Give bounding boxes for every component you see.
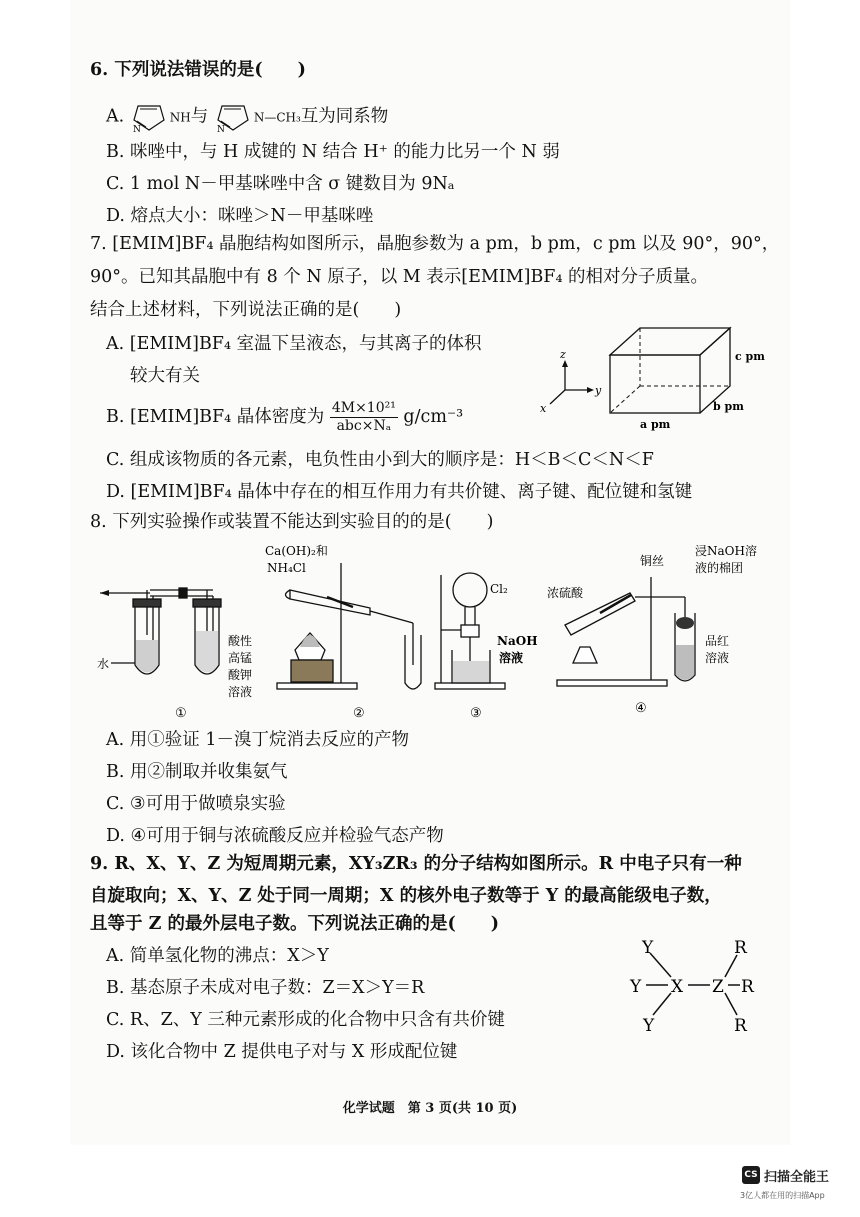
atom-x: X <box>671 977 684 997</box>
q7-option-b <box>106 400 463 435</box>
apparatus-3-number: ③ <box>470 706 482 721</box>
atom-y-left: Y <box>630 977 642 997</box>
q9-option-c: C. R、Z、Y 三种元素形成的化合物中只含有共价键 <box>106 1010 505 1030</box>
apparatus-1-number: ① <box>175 706 187 721</box>
pinred-liquid <box>676 645 694 680</box>
q7-stem-line3: 结合上述材料，下列说法正确的是( ) <box>90 300 402 320</box>
ring-n-label: N <box>216 125 225 134</box>
naoh-label-2: 溶液 <box>499 651 524 665</box>
n-methylimidazole-structure <box>214 100 254 134</box>
atom-z: Z <box>712 977 724 997</box>
kmno4-label-1: 酸性 <box>228 634 253 648</box>
c-pm-label: c pm <box>735 350 765 363</box>
cu-label: 铜丝 <box>640 554 665 568</box>
q7-option-a-line2: 较大有关 <box>130 366 200 386</box>
q7-b-prefix: B. [EMIM]BF₄ 晶体密度为 <box>106 407 325 427</box>
ring-n-label: N <box>132 125 141 134</box>
q6-option-c: C. 1 mol N－甲基咪唑中含 σ 键数目为 9Nₐ <box>106 174 455 194</box>
q7-option-d: D. [EMIM]BF₄ 晶体中存在的相互作用力有共价键、离子键、配位键和氢键 <box>106 482 693 502</box>
density-fraction <box>330 400 398 435</box>
a-pm-label: a pm <box>640 418 671 431</box>
reagent-label-2: NH₄Cl <box>267 561 306 575</box>
q7-option-c: C. 组成该物质的各元素，电负性由小到大的顺序是：H＜B＜C＜N＜F <box>106 450 654 470</box>
axis-y-label: y <box>595 384 602 397</box>
q7-stem-line1: 7. [EMIM]BF₄ 晶胞结构如图所示，晶胞参数为 a pm，b pm，c pm 以及 90°，90°， <box>90 234 780 254</box>
q8-stem: 8. 下列实验操作或装置不能达到实验目的的是( ) <box>90 512 494 532</box>
naoh-label-1: NaOH <box>497 634 538 648</box>
atom-r-top: R <box>734 938 747 958</box>
b-pm-label: b pm <box>713 400 744 413</box>
q7-stem-line2: 90°。已知其晶胞中有 8 个 N 原子，以 M 表示[EMIM]BF₄ 的相对分子质量。 <box>90 267 709 287</box>
q8-option-d: D. ④可用于铜与浓硫酸反应并检验气态产物 <box>106 826 444 846</box>
camscanner-logo: CS <box>742 1166 760 1184</box>
q9-stem-line1: 9. R、X、Y、Z 为短周期元素，XY₃ZR₃ 的分子结构如图所示。R 中电子只有一种 <box>90 854 742 874</box>
apparatus-2-number: ② <box>353 706 365 721</box>
molecule-structure <box>628 935 763 1035</box>
q6-mol2-label: N—CH₃ <box>253 110 301 125</box>
q6-a-mid: 与 <box>190 106 209 127</box>
imidazole-structure <box>130 100 170 134</box>
fraction-denominator: abc×Nₐ <box>336 418 392 434</box>
q6-stem: 6. 下列说法错误的是( ) <box>90 60 306 80</box>
water-label: 水 <box>97 657 110 671</box>
pinred-label-2: 溶液 <box>705 651 730 665</box>
cotton-label-2: 液的棉团 <box>695 561 744 575</box>
atom-r-bottom: R <box>734 1016 747 1035</box>
q8-option-c: C. ③可用于做喷泉实验 <box>106 794 286 814</box>
q6-mol1-label: NH <box>169 110 191 125</box>
apparatus-figure <box>95 535 775 725</box>
reagent-label-1: Ca(OH)₂和 <box>265 544 328 558</box>
fraction-numerator: 4M×10²¹ <box>331 400 396 416</box>
water-liquid <box>136 640 158 673</box>
q8-option-b: B. 用②制取并收集氨气 <box>106 762 288 782</box>
q7-option-a-line1: A. [EMIM]BF₄ 室温下呈液态，与其离子的体积 <box>106 334 482 354</box>
q7-b-unit: g/cm⁻³ <box>403 407 464 427</box>
apparatus-2 <box>277 563 421 689</box>
pinred-label-1: 品红 <box>705 634 730 648</box>
q6-option-b: B. 咪唑中，与 H 成键的 N 结合 H⁺ 的能力比另一个 N 弱 <box>106 142 560 162</box>
unit-cell-figure <box>535 320 775 435</box>
box-solid-edges <box>610 328 730 413</box>
cotton-label-1: 浸NaOH溶 <box>695 544 757 558</box>
h2so4-label: 浓硫酸 <box>547 586 584 600</box>
kmno4-liquid <box>196 631 218 673</box>
apparatus-4-number: ④ <box>635 701 647 716</box>
naoh-liquid <box>453 661 489 682</box>
q6-a-suffix: 互为同系物 <box>300 106 389 127</box>
page-footer: 化学试题 第 3 页(共 10 页) <box>342 1101 518 1116</box>
q6-option-d: D. 熔点大小：咪唑＞N－甲基咪唑 <box>106 206 374 226</box>
axis-z-label: z <box>560 348 566 361</box>
kmno4-label-4: 溶液 <box>228 685 253 699</box>
kmno4-label-2: 高锰 <box>228 651 253 665</box>
cotton-ball <box>676 617 694 629</box>
camscanner-brand: 扫描全能王 <box>764 1170 830 1185</box>
q9-option-a: A. 简单氢化物的沸点：X＞Y <box>106 946 329 966</box>
q9-stem-line2: 自旋取向；X、Y、Z 处于同一周期；X 的核外电子数等于 Y 的最高能级电子数， <box>90 886 722 906</box>
atom-y-top: Y <box>642 938 654 958</box>
box-hidden-edges <box>610 328 730 413</box>
q9-option-d: D. 该化合物中 Z 提供电子对与 X 形成配位键 <box>106 1042 458 1062</box>
q9-option-b: B. 基态原子未成对电子数：Z＝X＞Y＝R <box>106 978 425 998</box>
camscanner-tagline: 3亿人都在用的扫描App <box>740 1191 825 1200</box>
q6-a-prefix: A. <box>106 106 125 127</box>
atom-r-right: R <box>741 977 754 997</box>
axis-x-label: x <box>540 402 547 415</box>
axes <box>550 365 590 404</box>
kmno4-label-3: 酸钾 <box>228 668 253 682</box>
atom-y-bottom: Y <box>643 1016 655 1035</box>
cl2-label: Cl₂ <box>490 582 508 596</box>
flame <box>300 635 320 647</box>
q6-option-a <box>106 100 388 134</box>
q9-stem-line3: 且等于 Z 的最外层电子数。下列说法正确的是( ) <box>90 914 500 934</box>
q8-option-a: A. 用①验证 1－溴丁烷消去反应的产物 <box>106 730 409 750</box>
